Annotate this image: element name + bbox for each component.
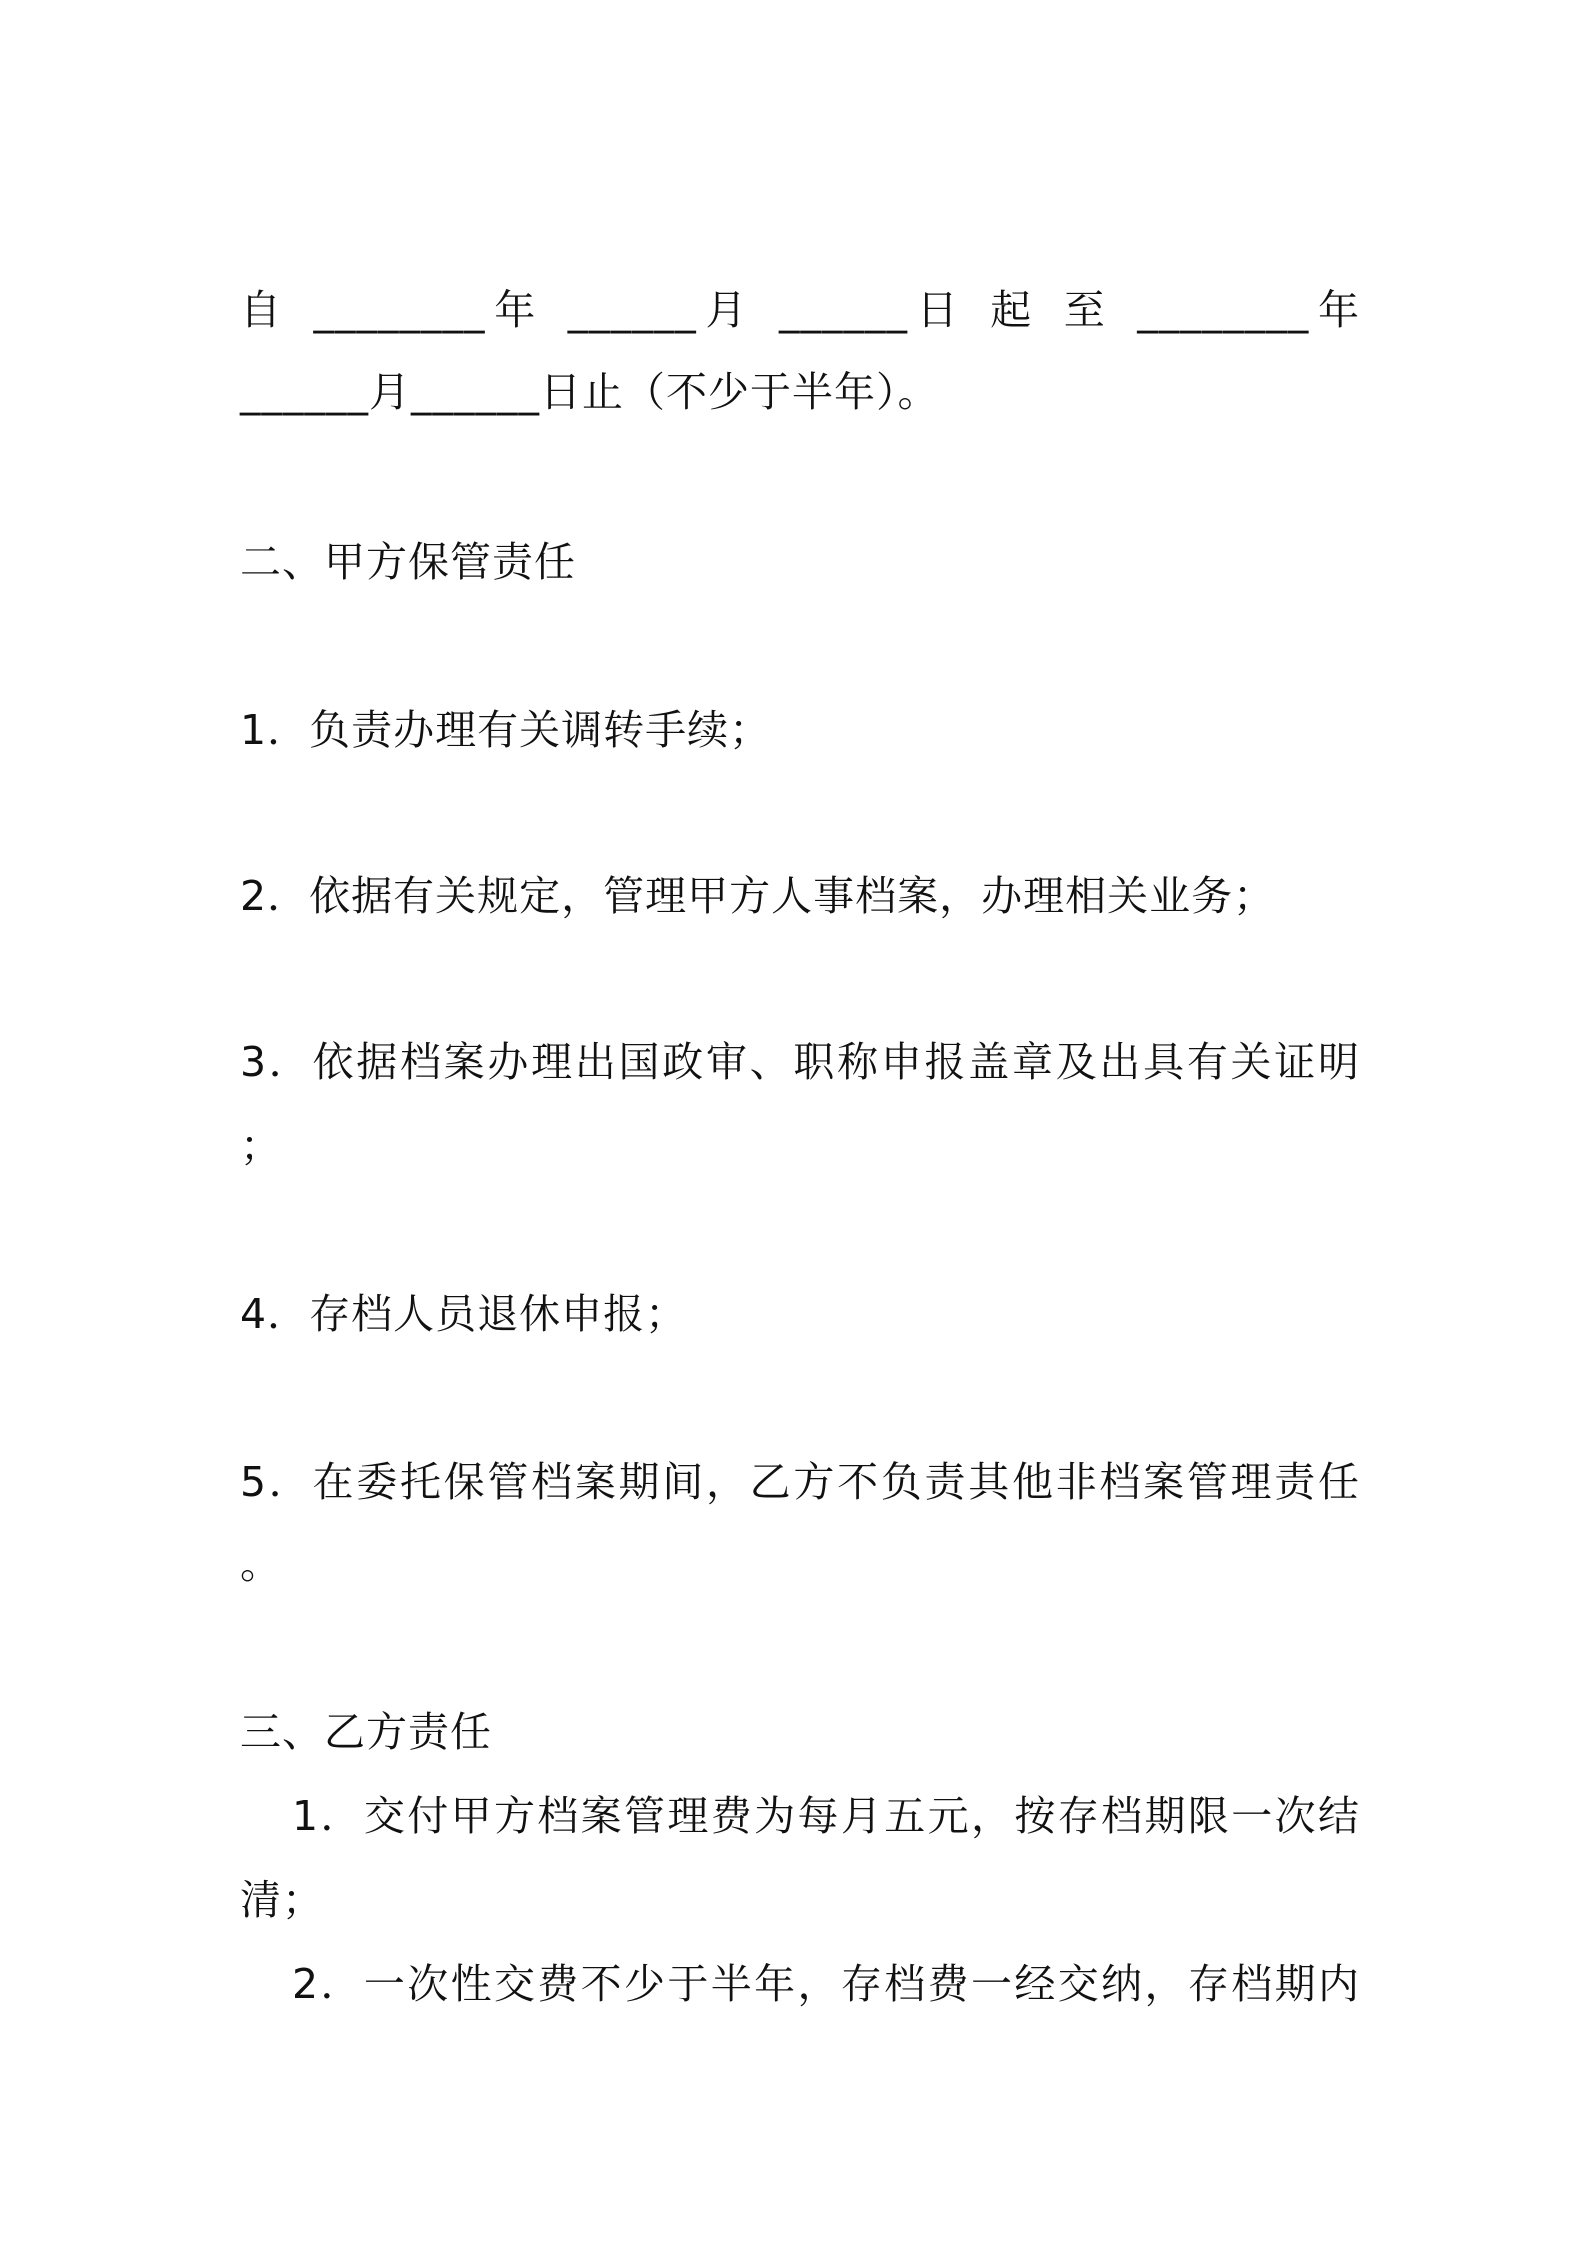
party-a-item-3-continuation: ； (240, 1122, 282, 1170)
section-heading-party-a-duties: 二、甲方保管责任 (240, 538, 576, 586)
party-a-item-5-continuation: 。 (240, 1540, 282, 1588)
party-b-item-1-continuation: 清； (240, 1876, 324, 1924)
party-a-item-3: 3．依据档案办理出国政审、职称申报盖章及出具有关证明 (240, 1038, 1360, 1086)
party-a-item-2: 2．依据有关规定，管理甲方人事档案，办理相关业务； (240, 872, 1276, 920)
party-a-item-4: 4．存档人员退休申报； (240, 1290, 688, 1338)
term-period-line-2: ______月______日止（不少于半年）。 (240, 368, 940, 416)
section-heading-party-b-duties: 三、乙方责任 (240, 1708, 492, 1756)
party-a-item-1: 1．负责办理有关调转手续； (240, 706, 772, 754)
party-b-item-1: 1．交付甲方档案管理费为每月五元，按存档期限一次结 (292, 1792, 1360, 1840)
party-b-item-2: 2．一次性交费不少于半年，存档费一经交纳，存档期内 (292, 1960, 1360, 2008)
term-period-line-1: 自 ________年 ______月 ______日 起 至 ________年 (240, 286, 1360, 334)
party-a-item-5: 5．在委托保管档案期间，乙方不负责其他非档案管理责任 (240, 1458, 1360, 1506)
